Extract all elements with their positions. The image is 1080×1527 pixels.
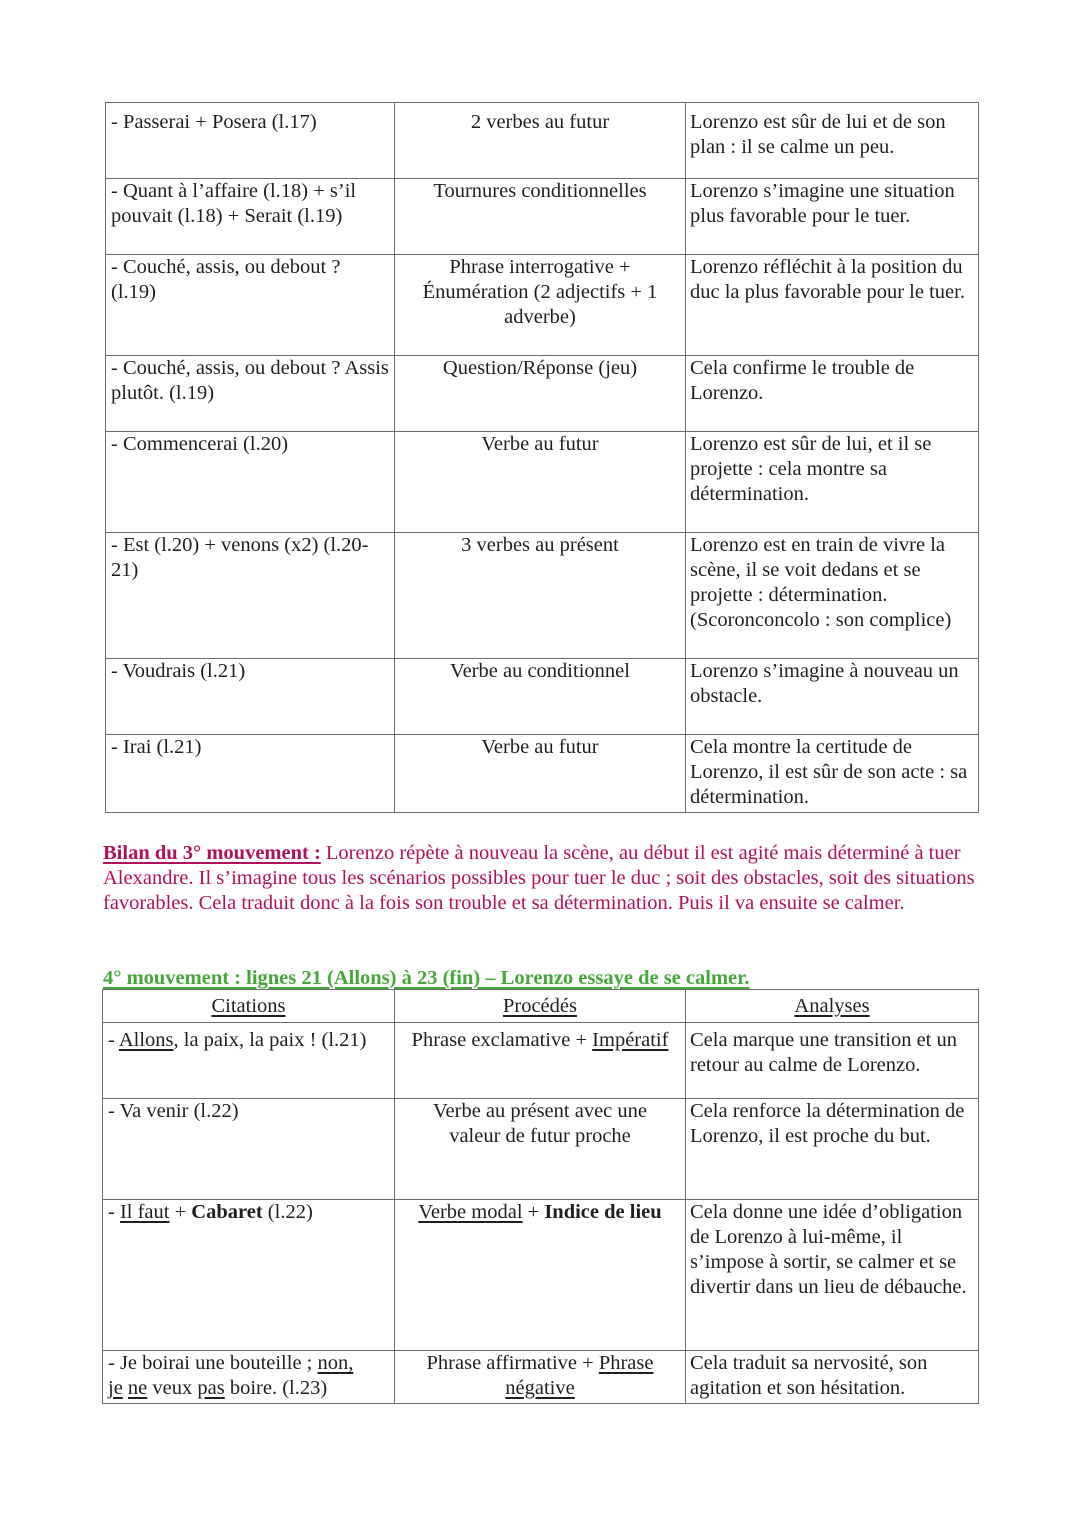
- citation-text: - Commencerai (l.20): [111, 433, 289, 455]
- header-procedes: Procédés: [395, 990, 686, 1023]
- procede-cell: Phrase affirmative + Phrase négative: [395, 1351, 686, 1404]
- citation-cell: [106, 103, 395, 179]
- citation-cell: - Je boirai une bouteille ; non, je ne veux pas boire. (l.23): [103, 1351, 395, 1404]
- procede-cell: Phrase exclamative + Impératif: [395, 1023, 686, 1099]
- analyse-cell: [686, 533, 979, 659]
- analyse-text: Lorenzo est sûr de lui et de son plan : il se calme un peu.: [690, 111, 946, 158]
- analyse-text: Cela confirme le trouble de Lorenzo.: [690, 357, 915, 404]
- citation-cell: [106, 255, 395, 356]
- procede-text: 2 verbes au futur: [470, 111, 610, 133]
- analyse-text: Lorenzo est en train de vivre la scène, il se voit dedans et se projette : détermination. (Scoronconcolo : son complice): [690, 534, 952, 631]
- citation-cell: [106, 533, 395, 659]
- procede-text: Verbe au futur: [481, 736, 599, 758]
- analyse-text: Lorenzo s’imagine à nouveau un obstacle.: [690, 660, 959, 707]
- analyse-cell: [686, 432, 979, 533]
- bilan-text: Lorenzo répète à nouveau la scène, au début il est agité mais déterminé à tuer Alexandre. Il s’imagine tous les scénarios possibles pour tuer le duc ; soit des obstacles, soit des situations favorables. Cela traduit donc à la fois son trouble et sa détermination. Puis il va ensuite se calmer.: [103, 842, 975, 914]
- citation-cell: - Allons, la paix, la paix ! (l.21): [103, 1023, 395, 1099]
- citation-text: - Couché, assis, ou debout ? Assis plutôt. (l.19): [111, 357, 389, 404]
- citation-text: - Irai (l.21): [111, 736, 202, 758]
- procede-cell: Verbe modal + Indice de lieu: [395, 1200, 686, 1351]
- analyse-text: Lorenzo s’imagine une situation plus favorable pour le tuer.: [690, 180, 955, 227]
- analyse-cell: Cela renforce la détermination de Lorenzo, il est proche du but.: [686, 1099, 979, 1200]
- procede-cell: [395, 735, 686, 813]
- citation-cell: [106, 432, 395, 533]
- citation-text: - Passerai + Posera (l.17): [111, 111, 317, 133]
- procede-cell: [395, 659, 686, 735]
- analysis-table-movement-4: [102, 989, 979, 1404]
- analyse-cell: [686, 179, 979, 255]
- analyse-cell: [686, 659, 979, 735]
- header-citations: Citations: [103, 990, 395, 1023]
- analyse-cell: Cela marque une transition et un retour au calme de Lorenzo.: [686, 1023, 979, 1099]
- procede-text: Verbe au conditionnel: [450, 660, 630, 682]
- procede-cell: [395, 255, 686, 356]
- procede-cell: [395, 103, 686, 179]
- procede-cell: Verbe au présent avec une valeur de futur proche: [395, 1099, 686, 1200]
- analyse-cell: Cela donne une idée d’obligation de Lorenzo à lui-même, il s’impose à sortir, se calmer et se divertir dans un lieu de débauche.: [686, 1200, 979, 1351]
- procede-cell: [395, 432, 686, 533]
- analyse-cell: [686, 735, 979, 813]
- analyse-cell: [686, 255, 979, 356]
- analyse-text: Lorenzo est sûr de lui, et il se projette : cela montre sa détermination.: [690, 433, 932, 505]
- citation-cell: [106, 735, 395, 813]
- analyse-cell: [686, 356, 979, 432]
- procede-text: Phrase interrogative + Énumération (2 adjectifs + 1 adverbe): [422, 256, 658, 328]
- procede-cell: [395, 533, 686, 659]
- analyse-text: Cela montre la certitude de Lorenzo, il est sûr de son acte : sa détermination.: [690, 736, 968, 808]
- procede-cell: [395, 356, 686, 432]
- citation-text: - Est (l.20) + venons (x2) (l.20-21): [111, 534, 369, 581]
- citation-text: - Couché, assis, ou debout ? (l.19): [111, 256, 341, 303]
- header-analyses: Analyses: [686, 990, 979, 1023]
- citation-text: - Voudrais (l.21): [111, 660, 246, 682]
- citation-cell: [106, 179, 395, 255]
- citation-cell: - Va venir (l.22): [103, 1099, 395, 1200]
- procede-text: Tournures conditionnelles: [433, 180, 647, 202]
- citation-cell: [106, 356, 395, 432]
- citation-text: - Quant à l’affaire (l.18) + s’il pouvait (l.18) + Serait (l.19): [111, 180, 357, 227]
- procede-text: 3 verbes au présent: [461, 534, 619, 556]
- analyse-cell: Cela traduit sa nervosité, son agitation et son hésitation.: [686, 1351, 979, 1404]
- analyse-text: Lorenzo réfléchit à la position du duc la plus favorable pour le tuer.: [690, 256, 965, 303]
- bilan-label: Bilan du 3° mouvement :: [103, 842, 321, 864]
- bilan-paragraph: [103, 841, 983, 916]
- procede-text: Verbe au futur: [481, 433, 599, 455]
- procede-text: Question/Réponse (jeu): [442, 357, 638, 379]
- analysis-table-movement-3: [105, 102, 979, 813]
- procede-cell: [395, 179, 686, 255]
- citation-cell: - Il faut + Cabaret (l.22): [103, 1200, 395, 1351]
- movement-4-heading: 4° mouvement : lignes 21 (Allons) à 23 (fin) – Lorenzo essaye de se calmer.: [103, 967, 750, 989]
- header-row: [103, 990, 979, 1023]
- analyse-cell: [686, 103, 979, 179]
- citation-cell: [106, 659, 395, 735]
